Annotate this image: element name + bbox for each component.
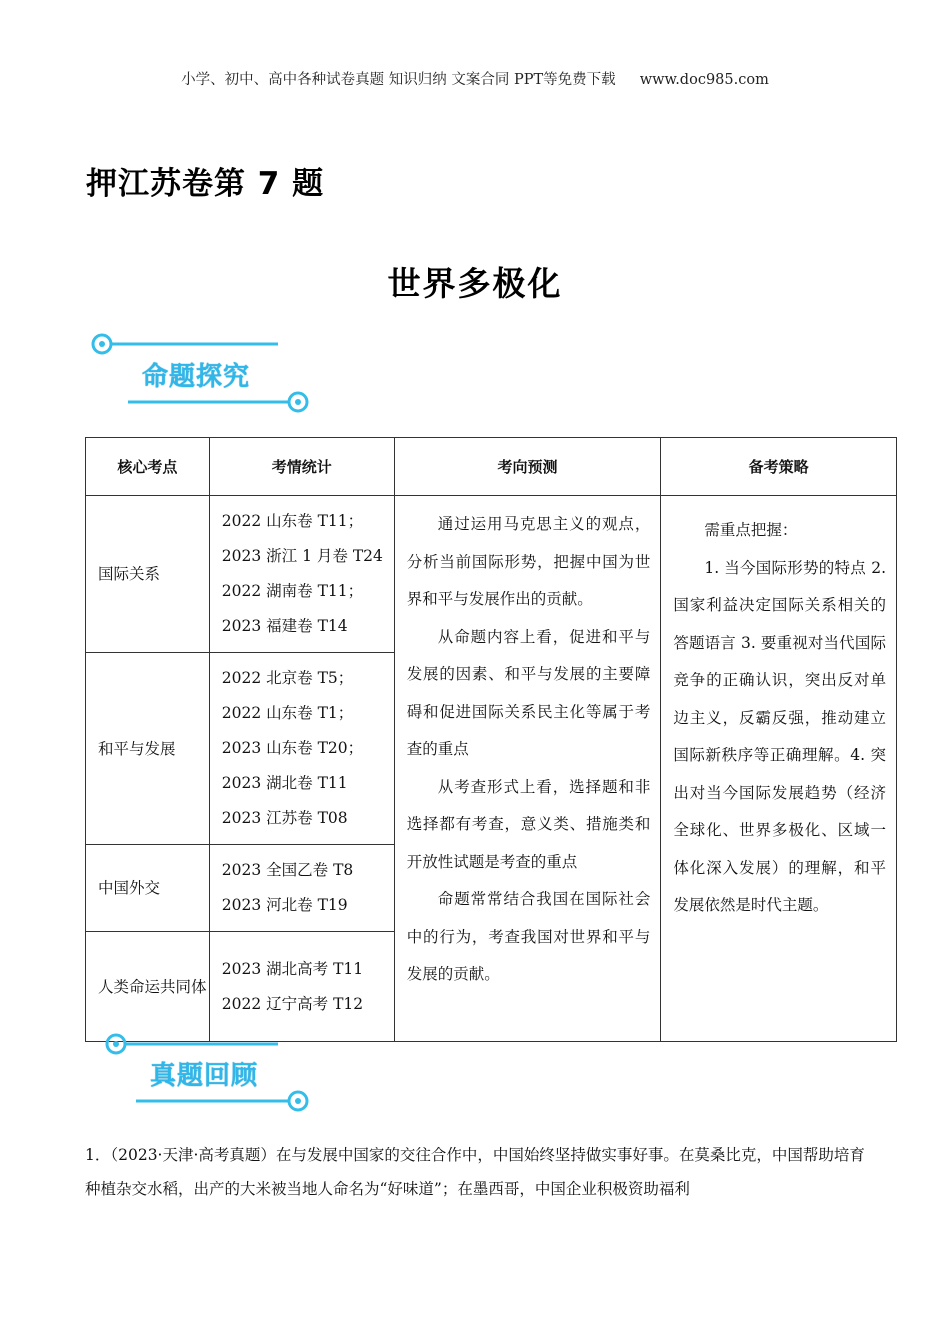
section-banner-exploration bbox=[88, 328, 318, 418]
page-header bbox=[0, 68, 950, 89]
stats-cell bbox=[209, 496, 394, 653]
banner-label: 真题回顾 bbox=[150, 1061, 259, 1091]
stats-cell bbox=[209, 932, 394, 1042]
strategy-cell bbox=[661, 496, 897, 1042]
stat-item: 2023 江苏卷 T08 bbox=[221, 809, 348, 827]
header-core-topic: 核心考点 bbox=[86, 438, 210, 496]
exam-analysis-table bbox=[85, 437, 897, 1042]
page-subtitle: 世界多极化 bbox=[387, 264, 563, 303]
topic-cell: 国际关系 bbox=[86, 496, 210, 653]
header-prediction: 考向预测 bbox=[394, 438, 661, 496]
topic-cell: 中国外交 bbox=[86, 845, 210, 932]
header-strategy: 备考策略 bbox=[661, 438, 897, 496]
stat-item: 2023 山东卷 T20； bbox=[221, 739, 364, 757]
stat-item: 2023 河北卷 T19 bbox=[221, 896, 348, 914]
topic-cell: 人类命运共同体 bbox=[86, 932, 210, 1042]
stat-item: 2023 浙江 1 月卷 T24 bbox=[221, 547, 383, 565]
prediction-paragraph: 从考查形式上看，选择题和非选择都有考查，意义类、措施类和开放性试题是考查的重点 bbox=[406, 777, 651, 871]
strategy-lead: 需重点把握： bbox=[704, 521, 798, 539]
section-banner-review bbox=[88, 1028, 318, 1118]
table-header-row bbox=[86, 438, 897, 496]
stat-item: 2022 山东卷 T11； bbox=[221, 512, 364, 530]
prediction-paragraph: 命题常常结合我国在国际社会中的行为，考查我国对世界和平与发展的贡献。 bbox=[406, 890, 651, 983]
table-row bbox=[86, 496, 897, 653]
stat-item: 2022 辽宁高考 T12 bbox=[221, 994, 364, 1013]
page-title: 押江苏卷第 7 题 bbox=[86, 166, 325, 202]
question-1-text: 1．（2023·天津·高考真题）在与发展中国家的交往合作中，中国始终坚持做实事好事。在莫桑比克，中国帮助培育种植杂交水稻，出产的大米被当地人命名为“好味道”；在墨西哥，中国企业积极资助福利 bbox=[85, 1146, 865, 1198]
prediction-paragraph: 从命题内容上看，促进和平与发展的因素、和平与发展的主要障碍和促进国际关系民主化等属于考查的重点 bbox=[406, 627, 651, 758]
stat-item: 2022 北京卷 T5； bbox=[221, 669, 354, 687]
stat-item: 2023 福建卷 T14 bbox=[221, 617, 348, 635]
header-statistics: 考情统计 bbox=[209, 438, 394, 496]
banner-label: 命题探究 bbox=[142, 362, 251, 392]
strategy-body: 1. 当今国际形势的特点 2. 国家利益决定国际关系相关的答题语言 3. 要重视对当代国际竞争的正确认识，突出反对单边主义，反霸反强，推动建立国际新秩序等正确理解。4. 突出对当今国际发展趋势（经济全球化、世界多极化、区域一体化深入发展）的理解，和平发展依然是时代主题。 bbox=[673, 558, 886, 914]
prediction-cell bbox=[394, 496, 661, 1042]
stats-cell bbox=[209, 845, 394, 932]
stats-cell bbox=[209, 653, 394, 845]
stat-item: 2022 山东卷 T1； bbox=[221, 704, 354, 722]
topic-cell: 和平与发展 bbox=[86, 653, 210, 845]
prediction-paragraph: 通过运用马克思主义的观点，分析当前国际形势，把握中国为世界和平与发展作出的贡献。 bbox=[406, 515, 651, 608]
header-text: 小学、初中、高中各种试卷真题 知识归纳 文案合同 PPT等免费下载 bbox=[181, 72, 616, 88]
stat-item: 2023 湖北高考 T11 bbox=[221, 959, 364, 978]
stat-item: 2023 湖北卷 T11 bbox=[221, 774, 348, 792]
stat-item: 2023 全国乙卷 T8 bbox=[221, 861, 354, 879]
header-url[interactable]: www.doc985.com bbox=[639, 72, 769, 88]
stat-item: 2022 湖南卷 T11； bbox=[221, 582, 364, 600]
